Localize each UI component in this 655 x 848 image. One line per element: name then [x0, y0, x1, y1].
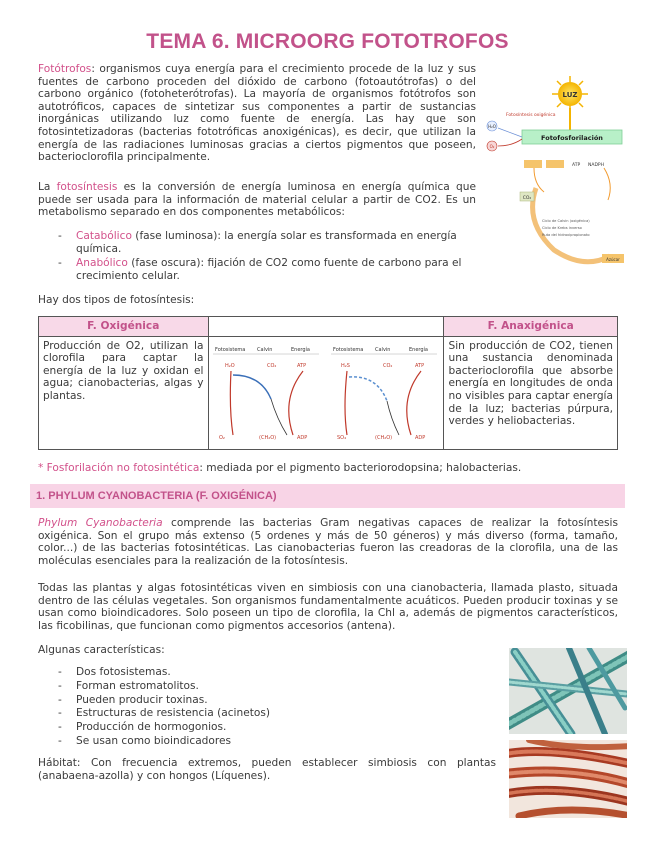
scheme-header-label: Calvin — [374, 346, 390, 353]
component-term: Anabólico — [76, 257, 128, 270]
oxygenic-cell: Producción de O2, utilizan la clorofila para captar la energía de la luz y oxidan el agua; cianobacterias, algas y plantas. — [39, 336, 209, 449]
scheme-output: (CH₂O) — [374, 434, 392, 441]
photophosphorylation-diagram — [484, 72, 626, 272]
legend-item: Ruta del hidroxipropionato — [542, 233, 590, 237]
characteristics-list — [58, 666, 478, 749]
cyano-text: comprende las bacterias Gram negativas capaces de realizar la fotosíntesis oxigénica. Son el grupo más extenso (5 ordenes y más de 50 géneros) y más diverso (forma, tamaño, color...) de las bacterias fotosintéticas. Las cianobacterias fueron las creadoras de la clorofila, una de las moléculas esenciales para la realización de la fotosíntesis. — [38, 517, 618, 567]
list-item — [58, 230, 476, 255]
scheme-header-label: Energía — [408, 346, 428, 353]
co2-label: CO₂ — [522, 196, 532, 201]
list-item: - Forman estromatolitos. — [58, 680, 478, 694]
scheme-output: ADP — [296, 434, 307, 441]
legend-item: Ciclo de Calvin (oxigénica) — [542, 219, 590, 223]
intro-text: : organismos cuya energía para el crecimiento procede de la luz y sus fuentes de carbono proceden del dióxido de carbono (fotoautótrofas) o del carbono orgánico (fotoheterótrofas). La mayoría de organismos fotótrofos son autotróficos, capaces de sintetizar sus componentes a partir de sustancias inorgánicas utilizando luz como fuente de energía. Las hay que son fotosintetizadoras (bacterias fototróficas anoxigénicas), es decir, que utilizan la energía de las radiaciones luminosas gracias a ciertos pigmentos que poseen, bacterioclorofila principalmente. — [38, 63, 476, 164]
footnote-text: : mediada por el pigmento bacteriorodopsina; halobacterias. — [199, 462, 522, 474]
list-item: - Dos fotosistemas. — [58, 666, 478, 680]
table-header-row — [39, 317, 618, 337]
anoxygenic-header: F. Anaxigénica — [444, 317, 618, 337]
scheme-input: ATP — [414, 362, 424, 369]
scheme-header-label: Calvin — [256, 346, 272, 353]
scheme-header-label: Fotosistema — [214, 346, 245, 353]
cyanobacteria-micrograph-image — [509, 648, 627, 734]
photosynthesis-text: es la conversión de energía luminosa en energía química que puede ser usada para la información de material celular a partir de CO2. Es un metabolismo separado en dos componentes metabólicos: — [38, 181, 476, 219]
scheme-output: (CH₂O) — [258, 434, 276, 441]
intro-term: Fotótrofos — [38, 63, 92, 75]
section-heading: 1. PHYLUM CYANOBACTERIA (F. OXIGÉNICA) — [30, 484, 625, 508]
habitat-paragraph: Hábitat: Con frecuencia extremos, pueden establecer simbiosis con plantas (anabaena-azolla) y con hongos (Líquenes). — [38, 757, 496, 782]
list-item: - Se usan como bioindicadores — [58, 735, 478, 749]
cyanobacteria-paragraph-2: Todas las plantas y algas fotosintéticas viven en simbiosis con una cianobacteria, llamada plasto, situada dentro de las células vegetales. Son organismos fundamentalmente acuáticos. Pueden producir toxinas y se usan como bioindicadores. Solo poseen un tipo de clorofila, la Chl a, además de pigmentos característicos, las ficobilinas, que funcionan como pigmentos accesorios (antena). — [38, 582, 618, 632]
photosynthesis-term: fotosíntesis — [56, 181, 118, 193]
oxygenic-scheme — [213, 346, 319, 441]
scheme-header-label: Energía — [290, 346, 310, 353]
footnote-term: * Fosforilación no fotosintética — [38, 462, 200, 474]
cyanobacteria-paragraph-1 — [38, 517, 618, 567]
photosynthesis-types-table — [38, 316, 618, 450]
scheme-input: CO₂ — [266, 362, 276, 369]
legend-item: Ciclo de Krebs inverso — [542, 226, 582, 230]
footnote — [38, 462, 618, 475]
oxygen-arrow — [498, 139, 522, 146]
list-item: - Producción de hormogonios. — [58, 721, 478, 735]
scheme-input: CO₂ — [382, 362, 392, 369]
anoxygenic-cell: Sin producción de CO2, tienen una sustancia denominada bacterioclorofila que absorbe energía en longitudes de onda no visibles para captar energía de la luz; bacterias púrpura, verdes y heliobacterias. — [444, 336, 618, 449]
scheme-input: H₂S — [340, 362, 350, 369]
phosphorylation-label: Fotofosforilación — [541, 134, 603, 142]
list-item: - Estructuras de resistencia (acinetos) — [58, 707, 478, 721]
list-item: - Pueden producir toxinas. — [58, 694, 478, 708]
component-text: (fase luminosa): la energía solar es transformada en energía química. — [76, 230, 457, 255]
photosynthesis-paragraph — [38, 181, 476, 219]
list-item — [58, 257, 476, 282]
scheme-output: ADP — [414, 434, 425, 441]
nadp-chip — [546, 160, 564, 168]
scheme-header — [208, 317, 444, 337]
two-types-text: Hay dos tipos de fotosíntesis: — [38, 294, 195, 306]
filament-micrograph-image — [509, 740, 627, 818]
adp-chip — [524, 160, 542, 168]
sun-label: LUZ — [562, 91, 578, 99]
intro-paragraph — [38, 63, 476, 164]
photosynthesis-schemes — [211, 339, 441, 443]
o2-label: O₂ — [489, 144, 495, 149]
water-arrow — [498, 128, 522, 137]
component-term: Catabólico — [76, 230, 132, 242]
scheme-input: H₂O — [224, 362, 235, 369]
nadph-label: NADPH — [588, 163, 605, 168]
component-text: (fase oscura): fijación de CO2 como fuente de carbono para el crecimiento celular. — [76, 257, 462, 282]
atp-label: ATP — [572, 163, 581, 168]
anoxygenic-scheme — [331, 346, 437, 441]
scheme-output: SO₄ — [336, 434, 346, 441]
scheme-output: O₂ — [218, 434, 225, 441]
sugar-label: Azúcar — [606, 257, 620, 262]
cycle-loop — [533, 188, 610, 262]
scheme-cell — [208, 336, 444, 449]
table-row — [39, 336, 618, 449]
photosynthesis-prefix: La — [38, 181, 57, 193]
scheme-header-label: Fotosistema — [332, 346, 363, 353]
phylum-term: Phylum Cyanobacteria — [38, 517, 163, 529]
page-title: TEMA 6. MICROORG FOTOTROFOS — [146, 30, 509, 53]
side-label: Fotosíntesis oxigénica — [506, 113, 556, 118]
characteristics-heading: Algunas características: — [38, 644, 165, 656]
scheme-input: ATP — [296, 362, 306, 369]
flow-arrow — [604, 168, 610, 200]
h2o-label: H₂O — [488, 124, 496, 129]
components-list — [58, 230, 476, 282]
oxygenic-header: F. Oxigénica — [39, 317, 209, 337]
